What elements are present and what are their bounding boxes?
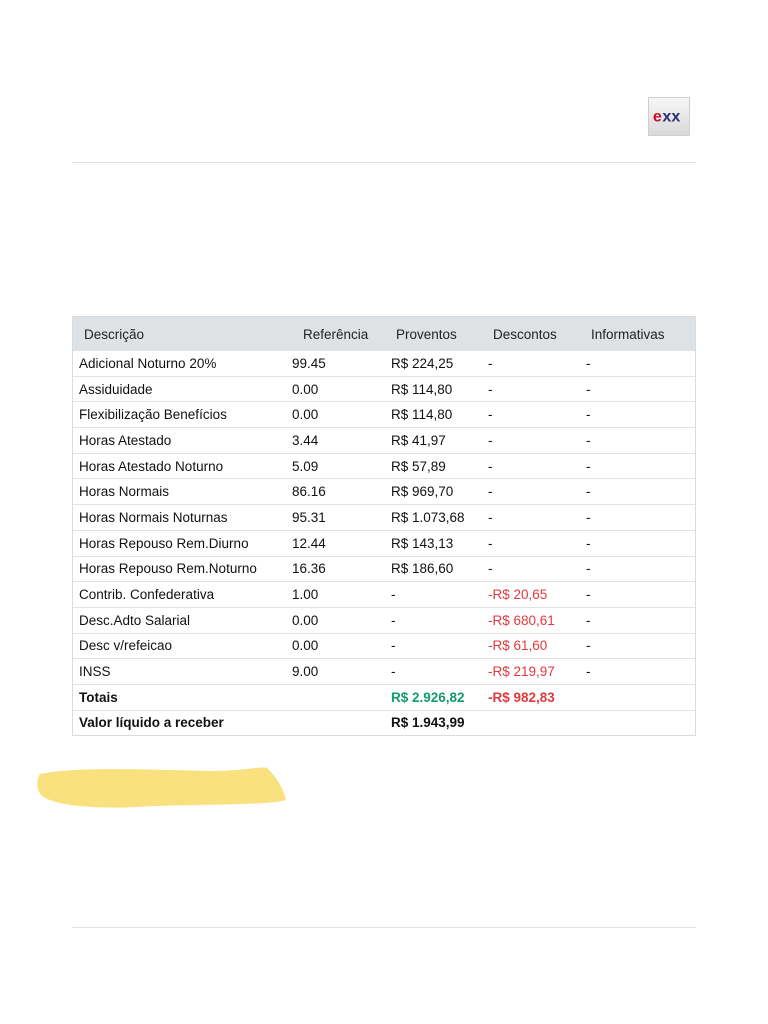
cell-referencia: 3.44 [292,432,319,448]
cell-descontos: -R$ 20,65 [488,587,548,603]
logo-letters-xx: xx [662,107,681,126]
table-row [73,504,695,530]
cell-descricao: Desc.Adto Salarial [79,612,191,628]
cell-referencia: 95.31 [292,509,326,525]
cell-referencia: 0.00 [292,638,319,654]
cell-descontos: - [488,484,493,500]
cell-informativas: - [586,638,591,654]
cell-descricao: Horas Normais [79,484,170,500]
cell-informativas: - [586,355,591,371]
cell-proventos: R$ 57,89 [391,458,446,474]
cell-referencia: 0.00 [292,381,319,397]
table-row [73,478,695,504]
cell-descontos: - [488,432,493,448]
totals-label: Totais [79,689,118,705]
table-row [73,401,695,427]
cell-referencia: 0.00 [292,407,319,423]
cell-descontos: - [488,355,493,371]
column-header-informativas: Informativas [591,326,665,342]
bottom-divider [72,927,696,928]
totals-row [73,684,695,710]
column-header-proventos: Proventos [396,326,457,342]
cell-descontos: - [488,561,493,577]
table-row [73,376,695,402]
cell-informativas: - [586,407,591,423]
cell-referencia: 12.44 [292,535,326,551]
column-header-referencia: Referência [303,326,369,342]
table-row [73,556,695,582]
totals-proventos: R$ 2.926,82 [391,689,465,705]
cell-proventos: R$ 969,70 [391,484,454,500]
cell-descontos: -R$ 219,97 [488,664,555,680]
cell-informativas: - [586,432,591,448]
cell-referencia: 1.00 [292,587,319,603]
cell-descricao: Horas Normais Noturnas [79,509,228,525]
cell-informativas: - [586,381,591,397]
cell-descontos: - [488,381,493,397]
cell-proventos: R$ 143,13 [391,535,454,551]
cell-proventos: R$ 41,97 [391,432,446,448]
cell-informativas: - [586,587,591,603]
cell-descricao: Horas Repouso Rem.Noturno [79,561,257,577]
net-label: Valor líquido a receber [79,715,224,731]
cell-informativas: - [586,612,591,628]
column-header-descontos: Descontos [493,326,557,342]
cell-proventos: - [391,587,396,603]
cell-proventos: R$ 1.073,68 [391,509,465,525]
table-row [73,530,695,556]
cell-descontos: -R$ 61,60 [488,638,548,654]
cell-proventos: R$ 114,80 [391,407,453,423]
cell-descontos: - [488,509,493,525]
table-row [73,453,695,479]
company-logo [648,97,690,136]
cell-descontos: - [488,535,493,551]
table-row [73,607,695,633]
net-row [73,710,695,736]
cell-referencia: 9.00 [292,664,319,680]
cell-descricao: Flexibilização Benefícios [79,407,227,423]
cell-descontos: - [488,407,493,423]
exx-logo-icon [649,98,689,135]
cell-descricao: INSS [79,664,111,680]
cell-descricao: Assiduidade [79,381,153,397]
cell-proventos: R$ 224,25 [391,355,454,371]
net-value: R$ 1.943,99 [391,715,465,731]
cell-informativas: - [586,509,591,525]
table-row [73,633,695,659]
cell-descricao: Horas Atestado Noturno [79,458,224,474]
column-header-descricao: Descrição [84,326,145,342]
cell-proventos: R$ 186,60 [391,561,454,577]
cell-descricao: Horas Repouso Rem.Diurno [79,535,249,551]
payslip-table [72,316,696,736]
logo-letter-e: e [652,107,662,126]
cell-referencia: 86.16 [292,484,326,500]
cell-referencia: 5.09 [292,458,319,474]
table-row [73,427,695,453]
cell-informativas: - [586,484,591,500]
cell-descontos: -R$ 680,61 [488,612,555,628]
highlighter-redaction [36,764,286,810]
cell-descricao: Contrib. Confederativa [79,587,215,603]
cell-referencia: 99.45 [292,355,326,371]
cell-proventos: - [391,638,396,654]
top-divider [72,162,696,163]
cell-proventos: - [391,664,396,680]
cell-informativas: - [586,561,591,577]
cell-descricao: Adicional Noturno 20% [79,355,217,371]
cell-referencia: 16.36 [292,561,326,577]
cell-descontos: - [488,458,493,474]
cell-informativas: - [586,535,591,551]
table-row [73,351,695,376]
cell-informativas: - [586,458,591,474]
totals-descontos: -R$ 982,83 [488,689,555,705]
cell-proventos: R$ 114,80 [391,381,453,397]
cell-descricao: Desc v/refeicao [79,638,173,654]
table-header [73,317,695,351]
cell-descricao: Horas Atestado [79,432,172,448]
table-row [73,581,695,607]
cell-informativas: - [586,664,591,680]
table-row [73,658,695,684]
cell-referencia: 0.00 [292,612,319,628]
cell-proventos: - [391,612,396,628]
table-body [73,351,695,684]
